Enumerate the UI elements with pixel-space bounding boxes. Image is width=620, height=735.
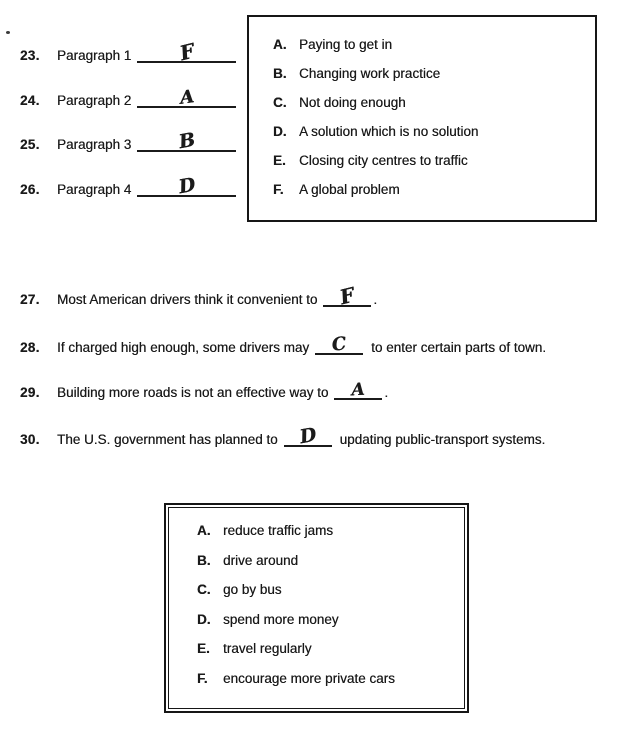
option-text: travel regularly [223,641,312,656]
answer-blank [137,173,236,199]
option-c [197,582,458,612]
match-item-24 [20,88,236,108]
phrase-options-box [164,503,469,713]
option-c [273,95,587,124]
question-text: Building more roads is not an effective way to [57,385,329,400]
question-number: 23. [20,48,40,63]
option-letter: E. [273,153,286,168]
option-text: Closing city centres to traffic [299,153,468,168]
option-letter: C. [197,582,211,597]
question-number: 29. [20,385,40,400]
option-letter: D. [273,124,287,139]
option-letter: C. [273,95,287,110]
question-number: 30. [20,432,40,447]
option-letter: A. [197,523,211,538]
fill-question-27 [20,282,378,310]
option-text: reduce traffic jams [223,523,334,538]
option-a [273,37,587,66]
question-number: 24. [20,93,40,108]
option-text: Not doing enough [299,95,406,110]
option-text: Paying to get in [299,37,393,52]
handwritten-answer: F [177,38,197,66]
question-number: 26. [20,182,40,197]
option-text: drive around [223,552,299,568]
option-letter: B. [273,66,287,81]
answer-blank [137,86,236,109]
option-letter: B. [197,552,211,568]
option-f [273,182,587,211]
answer-blank [315,333,363,356]
option-b [273,66,587,95]
handwritten-answer: A [178,86,195,109]
question-number: 25. [20,137,40,152]
question-text-after: . [373,292,378,307]
option-d [273,124,587,153]
question-text-after: updating public-transport systems. [339,432,546,447]
option-text: Changing work practice [299,66,441,81]
handwritten-answer: A [351,379,366,401]
fill-question-30 [20,423,546,449]
option-text: A global problem [299,182,400,197]
question-text: If charged high enough, some drivers may [57,340,310,355]
answer-blank [323,282,371,310]
fill-question-29 [20,379,389,401]
option-text: spend more money [223,611,339,627]
option-e [197,641,458,671]
answer-blank [334,379,382,401]
option-letter: A. [273,37,287,52]
question-text-after: . [384,385,389,400]
option-d [197,612,458,642]
question-number: 28. [20,340,40,355]
handwritten-answer: B [176,128,197,154]
question-label: Paragraph 2 [57,93,132,108]
option-a [197,523,458,553]
question-number: 27. [20,292,40,307]
handwritten-answer: D [297,423,318,449]
paragraph-options-box [247,15,597,222]
question-label: Paragraph 3 [57,137,132,152]
option-text: go by bus [223,582,282,597]
option-text: A solution which is no solution [299,124,479,139]
scan-speck [6,31,10,34]
phrase-options-box-inner [168,507,465,709]
answer-blank [137,128,236,154]
option-f [197,671,458,701]
fill-question-28 [20,333,546,356]
question-text: Most American drivers think it convenient to [57,292,318,307]
handwritten-answer: C [330,333,348,356]
option-letter: F. [273,182,284,197]
option-b [197,553,458,583]
option-e [273,153,587,182]
question-text-after: to enter certain parts of town. [371,340,546,355]
answer-blank [284,423,332,449]
option-letter: F. [197,670,208,686]
option-letter: D. [197,611,211,627]
handwritten-answer: D [176,173,197,199]
option-text: encourage more private cars [223,670,395,686]
question-label: Paragraph 1 [57,48,132,63]
match-item-26 [20,173,236,199]
option-letter: E. [197,641,210,656]
question-label: Paragraph 4 [57,182,132,197]
match-item-23 [20,38,236,66]
handwritten-answer: F [337,282,358,310]
question-text: The U.S. government has planned to [57,432,278,447]
match-item-25 [20,128,236,154]
answer-blank [137,38,236,66]
